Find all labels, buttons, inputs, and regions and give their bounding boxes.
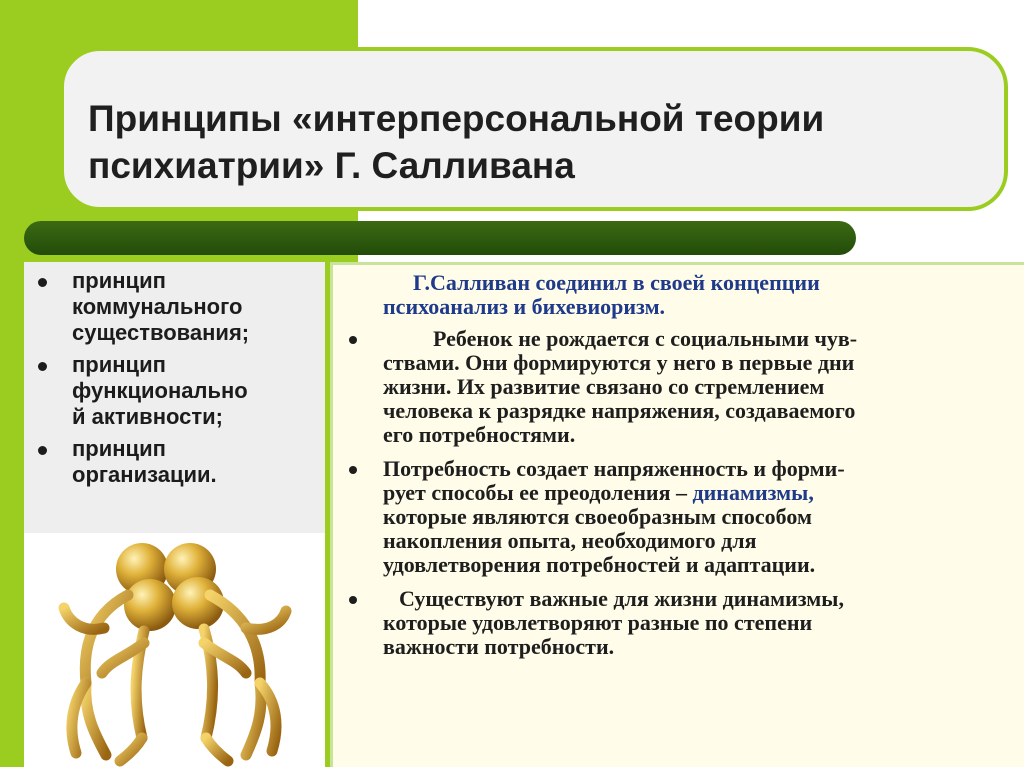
item-2-line-3: которые являются своеобразным способом — [383, 504, 812, 529]
principle-1-line-2: коммунального — [72, 294, 243, 319]
principle-3-line-2: организации. — [72, 462, 217, 487]
bullet-icon — [349, 596, 357, 604]
right-text-panel — [330, 262, 1024, 767]
item-1-line-1: Ребенок не рождается с социальными чув- — [433, 326, 858, 351]
item-1-line-3: жизни. Их развитие связано со стремлением — [383, 374, 825, 399]
principle-2-line-1: принцип — [72, 352, 166, 377]
principle-item-2 — [34, 352, 249, 430]
item-1-line-4: человека к разрядке напряжения, создаваемого — [383, 398, 856, 423]
principle-1-line-1: принцип — [72, 268, 166, 293]
principle-3-line-1: принцип — [72, 436, 166, 461]
bullet-icon — [349, 336, 357, 344]
principle-1-line-3: существования; — [72, 320, 250, 345]
page-title — [88, 95, 988, 189]
figure-area — [24, 533, 325, 767]
item-3-line-3: важности потребности. — [383, 634, 615, 659]
item-2-line-5: удовлетворения потребностей и адаптации. — [383, 552, 816, 577]
right-item-1 — [347, 327, 1012, 447]
right-item-3 — [347, 587, 1012, 659]
right-bullet-list — [347, 327, 1012, 659]
title-line-1: Принципы «интерперсональной теории — [88, 98, 825, 139]
item-2-line-2 — [383, 481, 1012, 505]
item-2-line-1: Потребность создает напряженность и форми- — [383, 456, 845, 481]
right-item-2 — [347, 457, 1012, 577]
bullet-icon — [38, 446, 47, 455]
item-3-line-1: Существуют важные для жизни динамизмы, — [399, 586, 844, 611]
intro-line-1: Г.Салливан соединил в своей концепции — [413, 270, 820, 295]
principle-2-line-2: функционально — [72, 378, 248, 403]
item-2-line-4: накопления опыта, необходимого для — [383, 528, 757, 553]
title-line-2: психиатрии» Г. Салливана — [88, 145, 575, 186]
principle-item-1 — [34, 268, 249, 346]
top-white-area — [358, 0, 1024, 47]
title-box — [60, 47, 1008, 211]
principles-list — [34, 268, 249, 494]
right-text-content — [347, 271, 1012, 669]
item-2-line-2-text: рует способы ее преодоления – — [383, 480, 693, 505]
left-principles-panel — [24, 262, 325, 533]
dynamisms-term: динамизмы, — [692, 480, 814, 505]
golden-figures-circle-icon — [24, 533, 325, 767]
item-1-line-2: ствами. Они формируются у него в первые дни — [383, 350, 855, 375]
bullet-icon — [38, 278, 47, 287]
principle-2-line-3: й активности; — [72, 404, 224, 429]
divider-bar — [24, 221, 856, 255]
item-1-line-5: его потребностями. — [383, 422, 576, 447]
intro-paragraph — [383, 271, 1012, 319]
intro-line-2: психоанализ и бихевиоризм. — [383, 294, 666, 319]
item-3-line-2: которые удовлетворяют разные по степени — [383, 610, 813, 635]
principle-item-3 — [34, 436, 249, 488]
bullet-icon — [38, 362, 47, 371]
bullet-icon — [349, 466, 357, 474]
